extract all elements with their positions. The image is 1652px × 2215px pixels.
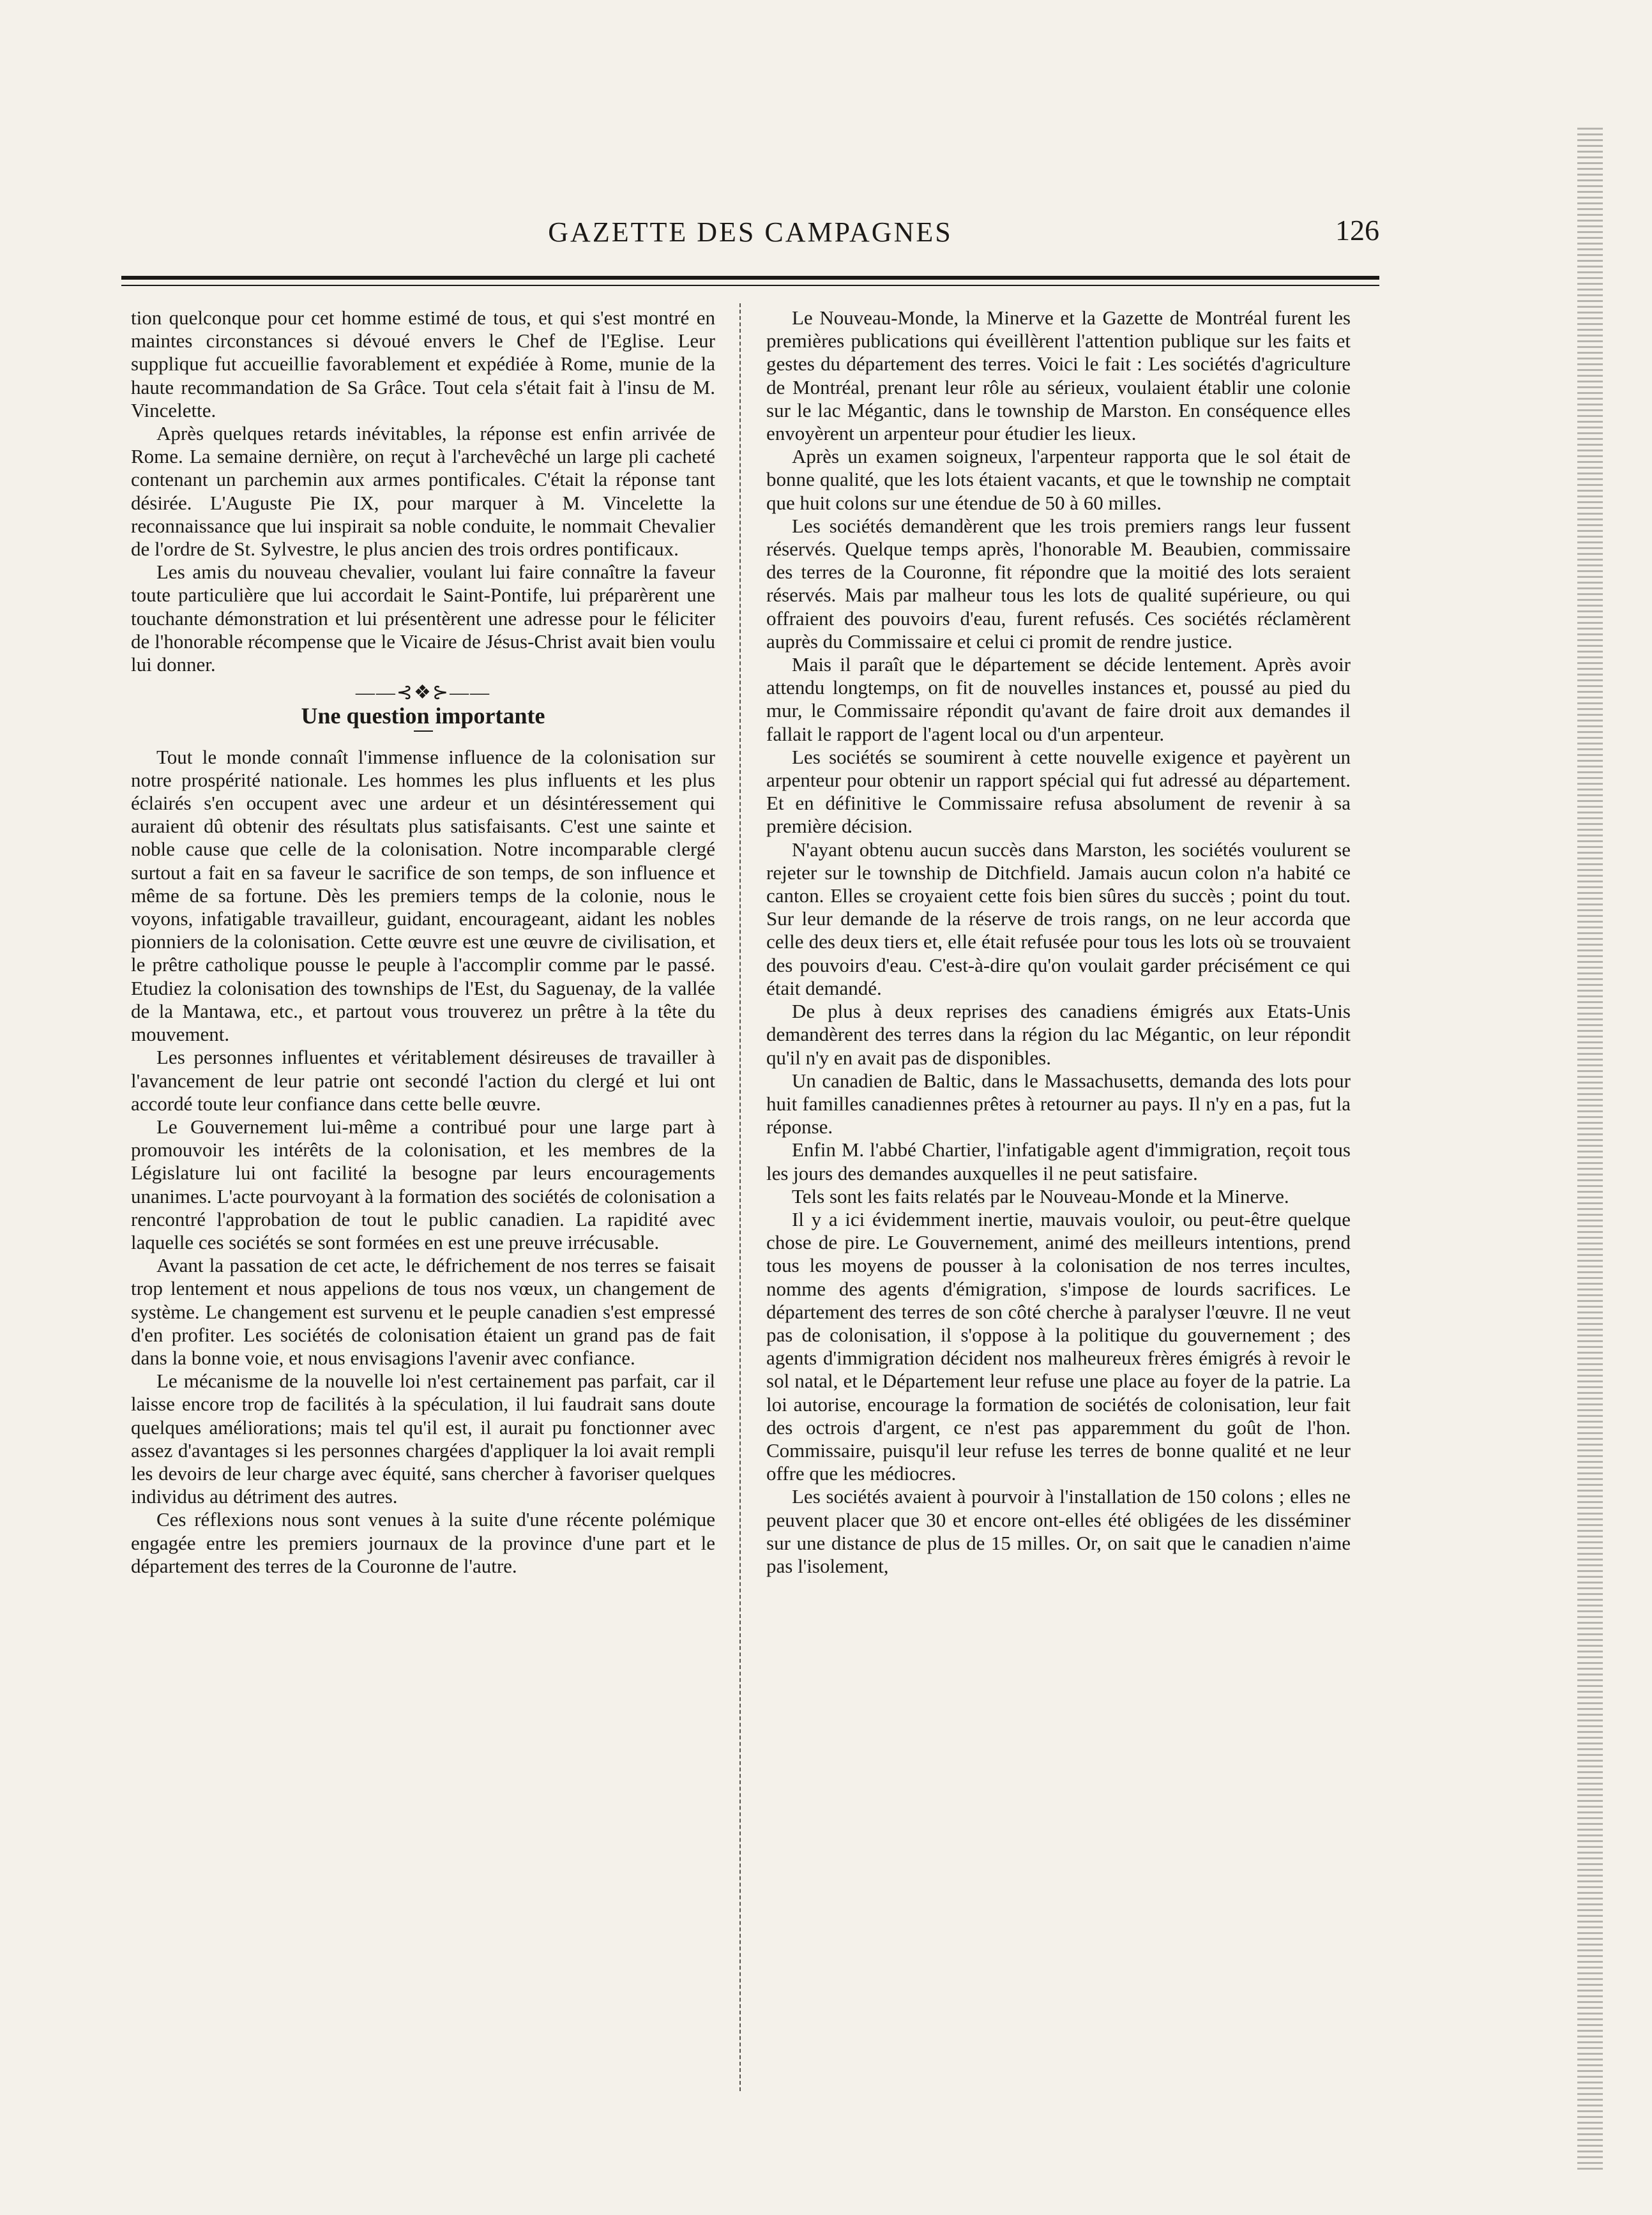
paragraph: Tout le monde connaît l'immense influence de la colonisation sur notre prospérité nationale. Les hommes les plus influents et les plus éclairés s'en occupent avec une ardeur et un désintéressement qui auraient dû obtenir des résultats plus satisfaisants. C'est une sainte et noble cause que celle de la colonisation. Notre incomparable clergé surtout a fait en sa faveur le sacrifice de son temps, de son influence et même de sa fortune. Dès les premiers temps de la colonie, nous le voyons, infatigable travailleur, guidant, encourageant, aidant les nobles pionniers de la colonisation. Cette œuvre est une œuvre de civilisation, et le prêtre catholique pousse le peuple à l'accomplir comme par le passé. Etudiez la colonisation des townships de l'Est, du Saguenay, de la vallée de la Mantawa, etc., et partout vous trouverez un prêtre à la tête du mouvement. (131, 745, 715, 1046)
paragraph: Les amis du nouveau chevalier, voulant lui faire connaître la faveur toute particulière que lui accordait le Saint-Pontife, lui préparèrent une touchante démonstration et lui présentèrent une adresse pour le féliciter de l'honorable récompense que le Vicaire de Jésus-Christ avait bien voulu lui donner. (131, 561, 715, 676)
paragraph: Les personnes influentes et véritablement désireuses de travailler à l'avancement de leur patrie ont secondé l'action du clergé et lui ont accordé toute leur confiance dans cette belle œuvre. (131, 1046, 715, 1115)
column-divider (739, 303, 741, 2091)
paragraph: Il y a ici évidemment inertie, mauvais vouloir, ou peut-être quelque chose de pire. Le Gouvernement, animé des meilleurs intentions, prend tous les moyens de pousser à la colonisation de nos terres incultes, nomme des agents d'émigration, s'impose de lourds sacrifices. Le département des terres de son côté cherche à paralyser l'œuvre. Il ne veut pas de colonisation, il s'oppose à la politique du gouvernement ; des agents d'immigration décident nos malheureux frères émigrés à revoir le sol natal, et le Département leur refuse une place au foyer de la patrie. La loi autorise, encourage la formation de sociétés de colonisation, leur fait des octrois d'argent, ce n'est pas apparemment du goût de l'hon. Commissaire, puisqu'il leur refuse les terres de bonne qualité et ne leur offre que les médiocres. (766, 1207, 1351, 1485)
paragraph: Enfin M. l'abbé Chartier, l'infatigable agent d'immigration, reçoit tous les jours des demandes auxquelles il ne peut satisfaire. (766, 1138, 1351, 1184)
paragraph: De plus à deux reprises des canadiens émigrés aux Etats-Unis demandèrent des terres dans la région du lac Mégantic, on leur répondit qu'il n'y en avait pas de disponibles. (766, 1000, 1351, 1069)
paragraph: Mais il paraît que le département se décide lentement. Après avoir attendu longtemps, on fit de nouvelles instances et, poussé au pied du mur, le Commissaire répondit qu'avant de faire droit aux demandes il fallait le rapport de l'agent local ou d'un arpenteur. (766, 653, 1351, 745)
paragraph: Le Gouvernement lui-même a contribué pour une large part à promouvoir les intérêts de la colonisation, et les membres de la Législature lui ont facilité la besogne par leurs encouragements unanimes. L'acte pourvoyant à la formation des sociétés de colonisation a rencontré l'approbation de tout le public canadien. La rapidité avec laquelle ces sociétés se sont formées en est une preuve irrécusable. (131, 1115, 715, 1253)
section-title (131, 704, 715, 731)
paragraph: Les sociétés demandèrent que les trois premiers rangs leur fussent réservés. Quelque temps après, l'honorable M. Beaubien, commissaire des terres de la Couronne, fit répondre que la moitié des lots seraient réservés. Mais par malheur tous les lots de qualité supérieure, ou qui offraient des pouvoirs d'eau, furent refusés. Ces sociétés réclamèrent auprès du Commissaire et celui ci promit de rendre justice. (766, 514, 1351, 653)
paragraph: Ces réflexions nous sont venues à la suite d'une récente polémique engagée entre les premiers journaux de la province d'une part et le département des terres de la Couronne de l'autre. (131, 1508, 715, 1577)
journal-title: GAZETTE DES CAMPAGNES (548, 216, 953, 248)
paragraph: Après un examen soigneux, l'arpenteur rapporta que le sol était de bonne qualité, que les lots étaient vacants, et que le township ne comptait que huit colons sur une étendue de 50 à 60 milles. (766, 445, 1351, 514)
paragraph: Les sociétés avaient à pourvoir à l'installation de 150 colons ; elles ne peuvent placer que 30 et encore ont-elles été obligées de les disséminer sur une distance de plus de 15 milles. Or, on sait que le canadien n'aime pas l'isolement, (766, 1485, 1351, 1577)
paragraph: Les sociétés se soumirent à cette nouvelle exigence et payèrent un arpenteur pour obtenir un rapport spécial qui fut adressé au département. Et en définitive le Commissaire refusa absolument de revenir à sa première décision. (766, 745, 1351, 838)
section-title-text: Une question importante (301, 703, 545, 729)
section-title-underline (414, 730, 433, 732)
paragraph: Après quelques retards inévitables, la réponse est enfin arrivée de Rome. La semaine dernière, on reçut à l'archevêché un large pli cacheté contenant un parchemin aux armes pontificales. C'était la réponse tant désirée. L'Auguste Pie IX, pour marquer à M. Vincelette la reconnaissance que lui inspirait sa noble conduite, le nommait Chevalier de l'ordre de St. Sylvestre, le plus ancien des trois ordres pontificaux. (131, 422, 715, 561)
paragraph: Le Nouveau-Monde, la Minerve et la Gazette de Montréal furent les premières publications qui éveillèrent l'attention publique sur les faits et gestes du département des terres. Voici le fait : Les sociétés d'agriculture de Montréal, prenant leur rôle au sérieux, voulaient établir une colonie sur le lac Mégantic, dans le township de Marston. En conséquence elles envoyèrent un arpenteur pour étudier les lieux. (766, 306, 1351, 445)
paragraph: N'ayant obtenu aucun succès dans Marston, les sociétés voulurent se rejeter sur le township de Ditchfield. Jamais aucun colon n'a habité ce canton. Elles se croyaient cette fois bien sûres du succès ; point du tout. Sur leur demande de la réserve de trois rangs, on ne leur accorda que celle des deux tiers et, elle était refusée pour tous les lots où se trouvaient des pouvoirs d'eau. C'est-à-dire qu'on voulait garder précisément ce qui était demandé. (766, 838, 1351, 999)
scan-margin-noise (1577, 128, 1603, 2171)
right-column (766, 306, 1351, 2101)
paragraph: Tels sont les faits relatés par le Nouveau-Monde et la Minerve. (792, 1184, 1289, 1207)
page-number: 126 (1335, 214, 1379, 246)
paragraph: Avant la passation de cet acte, le défrichement de nos terres se faisait trop lentement et nous appelions de tous nos vœux, un changement de système. Le changement est survenu et le peuple canadien s'est empressé d'en profiter. Les sociétés de colonisation étaient un grand pas de fait dans la bonne voie, et nous envisagions l'avenir avec confiance. (131, 1254, 715, 1369)
paragraph: tion quelconque pour cet homme estimé de tous, et qui s'est montré en maintes circonstances si dévoué envers le Chef de l'Eglise. Leur supplique fut accueillie favorablement et expédiée à Rome, munie de la haute recommandation de Sa Grâce. Tout cela s'était fait à l'insu de M. Vincelette. (131, 306, 715, 421)
header-rule-thick (121, 276, 1379, 280)
header-rule-thin (121, 285, 1379, 286)
left-column (131, 306, 715, 2101)
paragraph: Le mécanisme de la nouvelle loi n'est certainement pas parfait, car il laisse encore trop de facilités à la spéculation, il lui faudrait sans doute quelques améliorations; mais tel qu'il est, il aurait pu fonctionner avec assez d'avantages si les personnes chargées d'appliquer la loi avait rempli les devoirs de leur charge avec équité, sans chercher à favoriser quelques individus au détriment des autres. (131, 1370, 715, 1508)
page-header (121, 204, 1379, 262)
section-ornament: ——⊰❖⊱—— (355, 682, 491, 704)
paragraph: Un canadien de Baltic, dans le Massachusetts, demanda des lots pour huit familles canadiennes prêtes à retourner au pays. Il n'y en a pas, fut la réponse. (766, 1069, 1351, 1138)
